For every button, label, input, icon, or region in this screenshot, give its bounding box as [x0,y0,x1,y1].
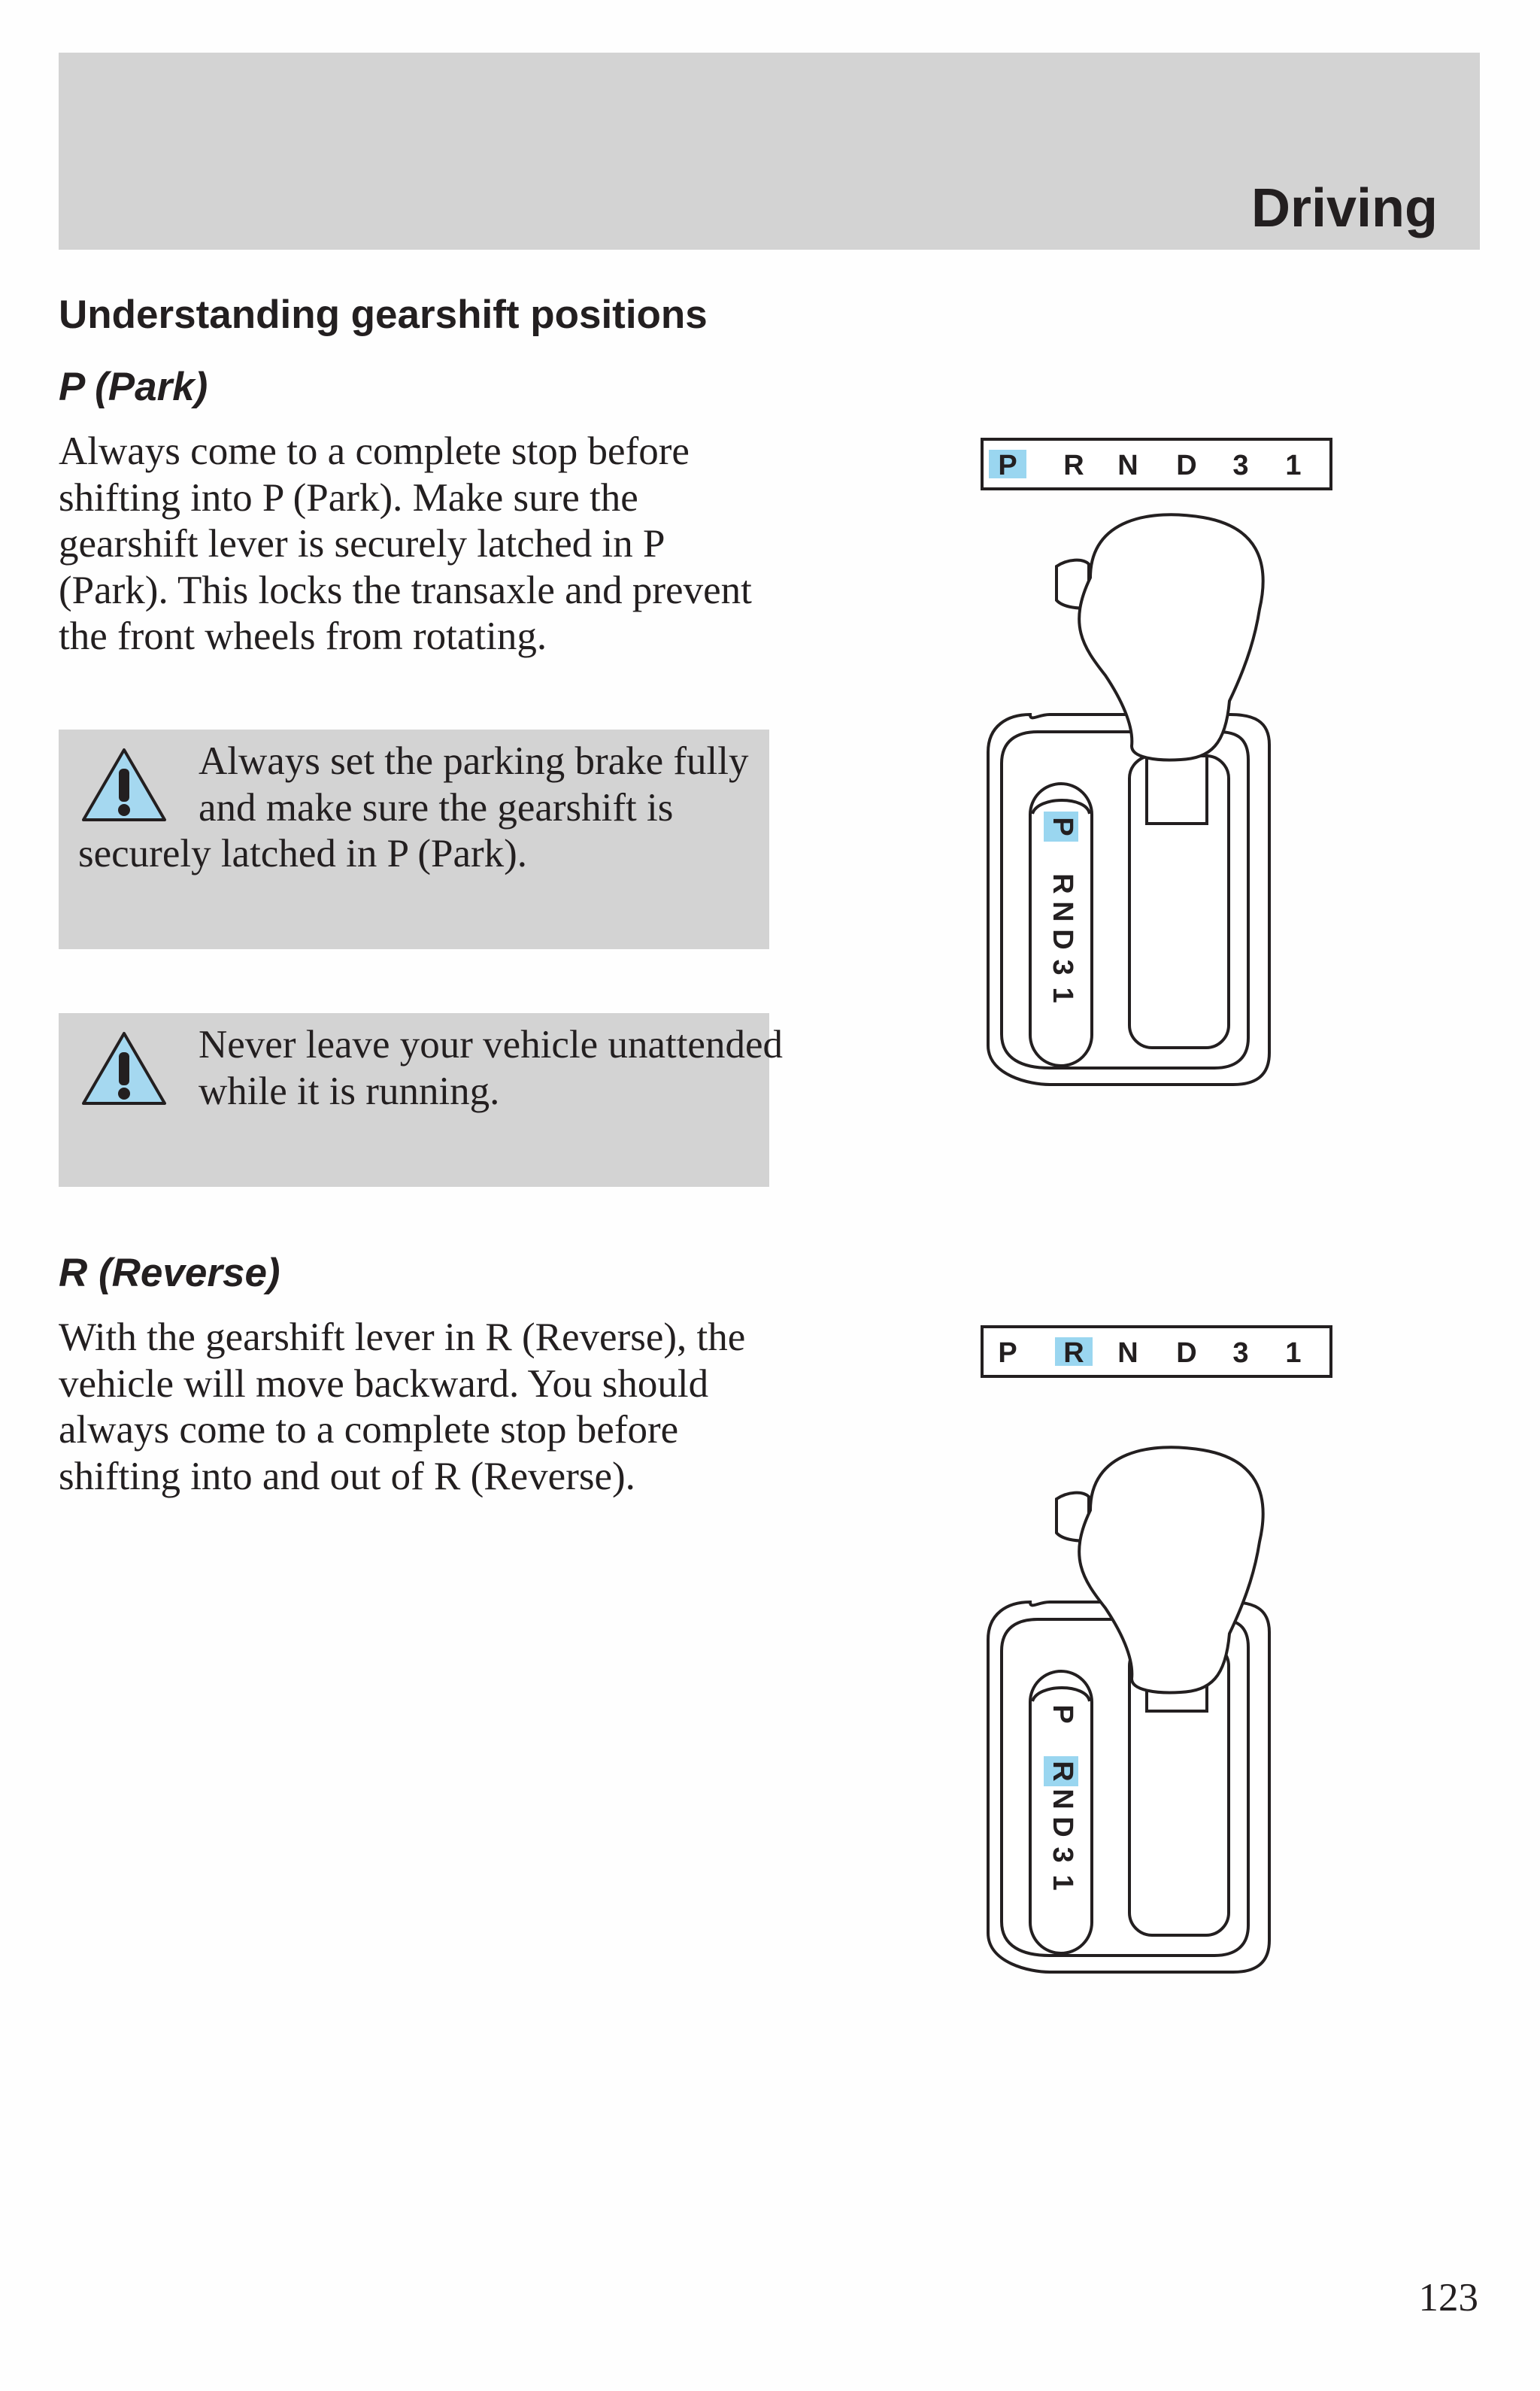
gate-label: 3 [1046,959,1078,976]
indicator-label: 1 [1285,450,1302,481]
gate-label: 3 [1046,1846,1078,1863]
indicator-label: D [1176,1337,1197,1369]
park-heading: P (Park) [59,365,208,409]
reverse-paragraph: With the gearshift lever in R (Reverse), the vehicle will move backward. You should always come to a complete stop before shifting into and out of R (Reverse). [59,1315,746,1498]
page-number: 123 [1418,2276,1478,2320]
reverse-heading: R (Reverse) [59,1251,280,1295]
gate-label: R [1046,1761,1078,1782]
indicator-label: D [1176,450,1197,481]
warning-text: Never leave your vehicle unattended while it is running. [199,1023,783,1113]
indicator-label: N [1117,450,1138,481]
section-title: Driving [1250,178,1438,238]
indicator-label: R [1063,450,1084,481]
gate-label: N [1046,1789,1078,1810]
gate-label: P [1046,1704,1078,1724]
indicator-label: 3 [1232,1337,1249,1369]
gear-indicator-strip [982,1327,1331,1376]
gearshift-figure-park [978,436,1354,1098]
warning-box-unattended [59,1013,783,1187]
gear-indicator-strip [982,439,1331,489]
indicator-label: 1 [1285,1337,1302,1369]
gate-label: D [1046,929,1078,950]
gate-label: P [1046,817,1078,836]
indicator-label: 3 [1232,450,1249,481]
gate-label: 1 [1046,987,1078,1003]
indicator-label: N [1117,1337,1138,1369]
shifter-console [988,715,1269,1085]
indicator-label: P [998,450,1017,481]
indicator-label: R [1063,1337,1084,1369]
gate-label: 1 [1046,1874,1078,1891]
warning-text: Always set the parking brake fully and make sure the gearshift is securely latched in P (Park). [78,739,749,875]
warning-box-parking-brake [59,730,769,949]
gate-label: R [1046,873,1078,894]
indicator-label: P [998,1337,1017,1369]
gearshift-figure-reverse [978,1324,1354,1986]
park-paragraph: Always come to a complete stop before shifting into P (Park). Make sure the gearshift lever is securely latched in P (Park). This locks the transaxle and prevent the front wheels from rotating. [59,429,752,658]
page-header [59,53,1480,250]
section-heading: Understanding gearshift positions [59,293,708,337]
gate-label: N [1046,901,1078,922]
gate-label: D [1046,1816,1078,1837]
